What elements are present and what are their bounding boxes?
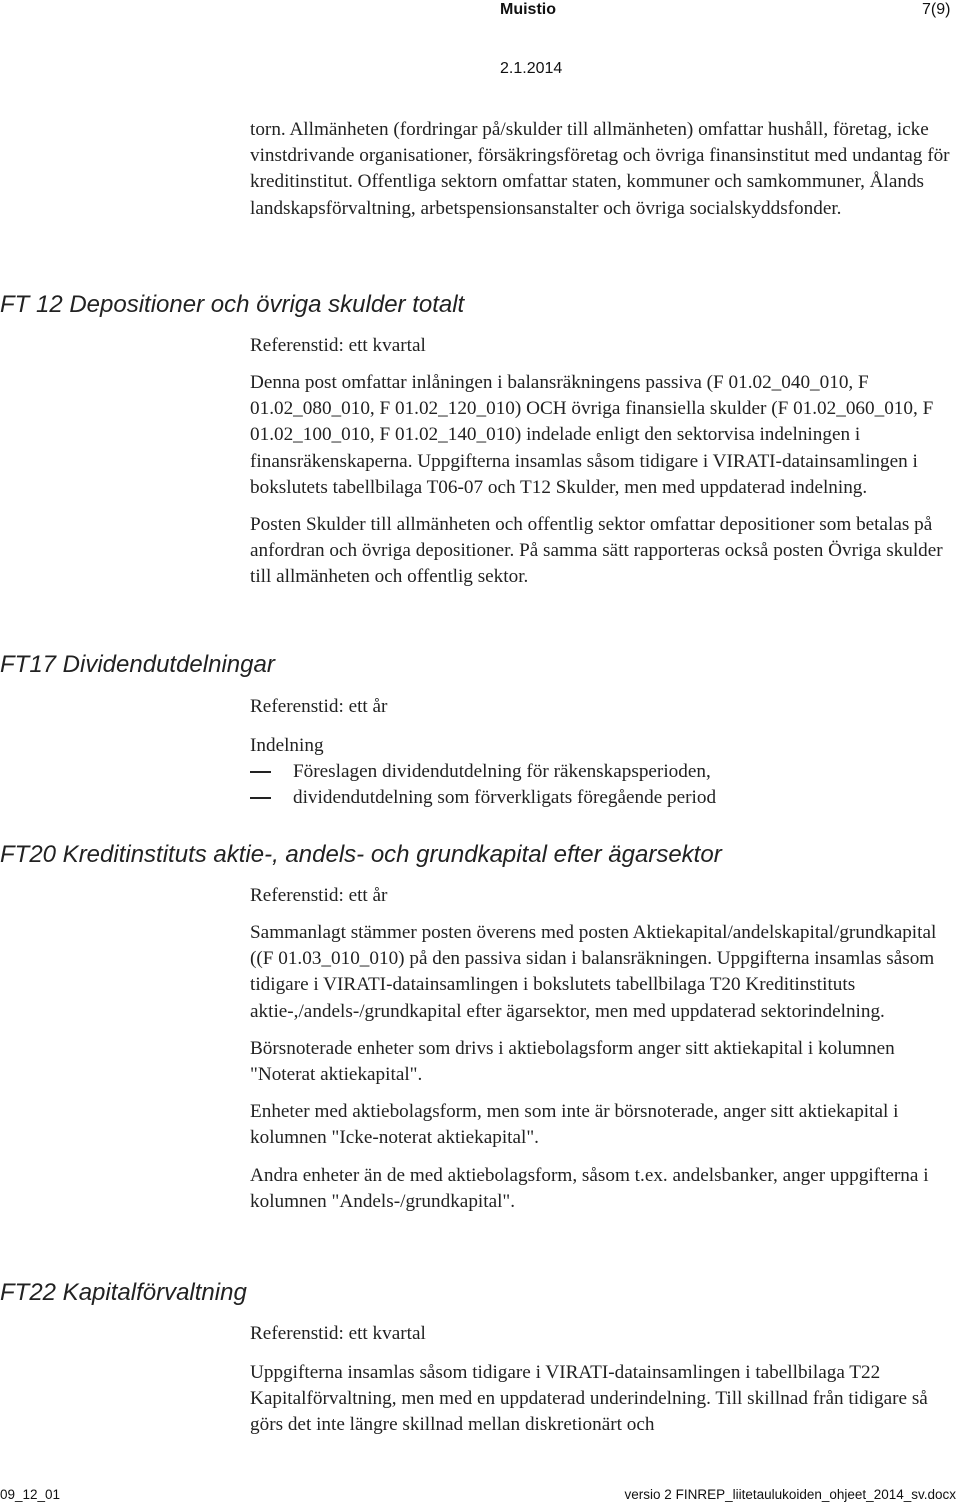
page-number: 7(9) <box>922 1 951 18</box>
paragraph: Börsnoterade enheter som drivs i aktiebolagsform anger sitt aktiekapital i kolumnen "Noterat aktiekapital". <box>250 1037 895 1086</box>
section-body-ft17 <box>250 733 960 812</box>
paragraph: Sammanlagt stämmer posten överens med posten Aktiekapital/andelskapital/grundkapital ((F 01.03_010_010) på den passiva sidan i balansräkningen. Uppgifterna insamlas såsom tidigare i VIRATI-datainsamlingen i bokslutets tabellbilaga T20 Kreditinstituts aktie-,/andels-/grundkapital efter ägarsektor, men med uppdaterad sektorindelning. <box>250 922 937 1022</box>
doc-date: 2.1.2014 <box>500 60 563 77</box>
intro-block <box>250 117 960 222</box>
section-body-ft22 <box>250 1360 960 1439</box>
paragraph: Denna post omfattar inlåningen i balansräkningens passiva (F 01.02_040_010, F 01.02_080_010, F 01.02_120_010) OCH övriga finansiella skulder (F 01.02_060_010, F 01.02_100_010, F 01.02_140_010) indelade enligt den sektorvisa indelningen i finansräkenskaperna. Uppgifterna insamlas såsom tidigare i VIRATI-datainsamlingen i bokslutets tabellbilaga T06-07 och T12 Skulder, men med uppdaterad indelning. <box>250 372 934 498</box>
doc-title: Muistio <box>500 1 556 18</box>
list-item-text: Föreslagen dividendutdelning för räkenskapsperioden, <box>293 761 711 783</box>
subheading-indelning: Indelning <box>250 735 324 756</box>
paragraph: Posten Skulder till allmänheten och offentlig sektor omfattar depositioner som betalas på anfordran och övriga depositioner. På samma sätt rapporteras också posten Övriga skulder till allmänheten och offentlig sektor. <box>250 514 943 588</box>
footer-doc-id: 09_12_01 <box>0 1487 61 1502</box>
section-heading-ft22: FT22 Kapitalförvaltning <box>0 1279 247 1306</box>
dash-list <box>250 759 960 811</box>
reference-time-ft20: Referenstid: ett år <box>250 885 388 906</box>
paragraph: Enheter med aktiebolagsform, men som inte är börsnoterade, anger sitt aktiekapital i kolumnen "Icke-noterat aktiekapital". <box>250 1101 899 1149</box>
intro-paragraph: torn. Allmänheten (fordringar på/skulder till allmänheten) omfattar hushåll, företag, icke vinstdrivande organisationer, försäkringsföretag och övriga finansinstitut med undantag för kreditinstitut. Offentliga sektorn omfattar staten, kommuner och samkommuner, Ålands landskapsförvaltning, arbetspensionsanstalter och övriga socialskyddsfonder. <box>250 119 950 219</box>
section-heading-ft12: FT 12 Depositioner och övriga skulder totalt <box>0 291 465 318</box>
list-item-text: dividendutdelning som förverkligats föregående period <box>293 787 717 809</box>
section-body-ft20 <box>250 920 960 1215</box>
reference-time-ft12: Referenstid: ett kvartal <box>250 335 426 356</box>
dash-bullet-icon <box>250 797 271 799</box>
reference-time-ft17: Referenstid: ett år <box>250 696 388 717</box>
footer-filename: versio 2 FINREP_liitetaulukoiden_ohjeet_2014_sv.docx <box>624 1487 956 1502</box>
list-item <box>250 759 960 785</box>
paragraph: Andra enheter än de med aktiebolagsform, såsom t.ex. andelsbanker, anger uppgifterna i kolumnen "Andels-/grundkapital". <box>250 1164 929 1212</box>
paragraph: Uppgifterna insamlas såsom tidigare i VIRATI-datainsamlingen i tabellbilaga T22 Kapitalförvaltning, men med en uppdaterad underindelning. Till skillnad från tidigare så görs det inte längre skillnad mellan diskretionärt och <box>250 1362 928 1436</box>
list-item <box>250 785 960 811</box>
section-heading-ft20: FT20 Kreditinstituts aktie-, andels- och grundkapital efter ägarsektor <box>0 841 722 868</box>
section-body-ft12 <box>250 370 960 591</box>
section-heading-ft17: FT17 Dividendutdelningar <box>0 651 275 678</box>
dash-bullet-icon <box>250 771 271 773</box>
reference-time-ft22: Referenstid: ett kvartal <box>250 1323 426 1344</box>
